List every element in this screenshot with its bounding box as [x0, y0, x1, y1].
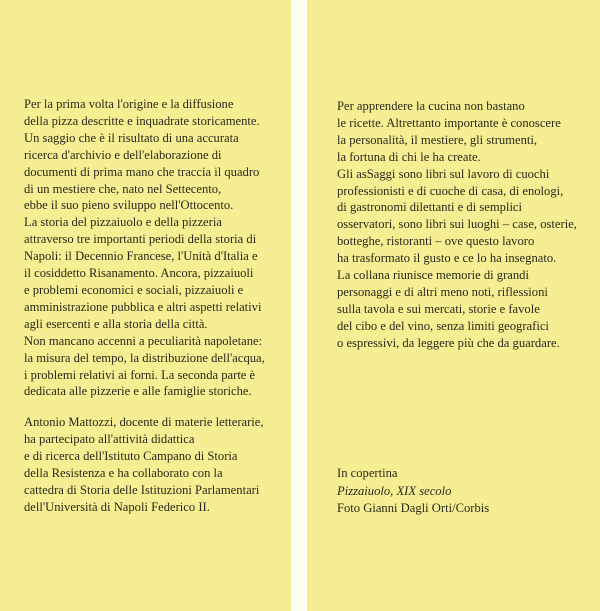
text-line: Non mancano accenni a peculiarità napoletane:	[24, 333, 263, 348]
text-line: ha partecipato all'attività didattica	[24, 432, 195, 447]
text-line: i problemi relativi ai forni. La seconda parte è	[24, 367, 256, 382]
text-line: le ricette. Altrettanto importante è conoscere	[337, 115, 561, 130]
text-line: del cibo e del vino, senza limiti geografici	[337, 318, 549, 333]
text-line: Napoli: il Decennio Francese, l'Unità d'Italia e	[24, 249, 258, 264]
left-flap-text	[24, 96, 286, 516]
text-line: della Resistenza e ha collaborato con la	[24, 466, 223, 481]
text-line: amministrazione pubblica e altri aspetti relativi	[24, 299, 262, 314]
text-line: La storia del pizzaiuolo e della pizzeria	[24, 215, 222, 230]
text-line: la misura del tempo, la distribuzione dell'acqua,	[24, 350, 265, 365]
text-line: la fortuna di chi le ha create.	[337, 149, 481, 164]
text-line: della pizza descritte e inquadrate storicamente.	[24, 113, 260, 128]
text-line: la personalità, il mestiere, gli strumenti,	[337, 132, 538, 147]
text-line: Un saggio che è il risultato di una accurata	[24, 130, 239, 145]
text-line: di un mestiere che, nato nel Settecento,	[24, 181, 222, 196]
paragraph-gap	[24, 400, 286, 414]
text-line: Antonio Mattozzi, docente di materie letterarie,	[24, 415, 264, 430]
text-line: dedicata alle pizzerie e alle famiglie storiche.	[24, 384, 252, 399]
series-description	[337, 98, 595, 352]
text-line: e problemi economici e sociali, pizzaiuoli e	[24, 282, 244, 297]
text-line: Gli asSaggi sono libri sul lavoro di cuochi	[337, 166, 550, 181]
text-line: attraverso tre importanti periodi della storia di	[24, 232, 257, 247]
text-line: Per apprendere la cucina non bastano	[337, 99, 525, 113]
text-line: professionisti e di cuoche di casa, di enologi,	[337, 183, 564, 198]
fold-gutter	[291, 0, 307, 611]
text-line: ebbe il suo pieno sviluppo nell'Ottocento.	[24, 198, 234, 213]
text-line: o espressivi, da leggere più che da guardare.	[337, 335, 560, 350]
text-line: Per la prima volta l'origine e la diffusione	[24, 97, 234, 111]
book-description	[24, 96, 286, 400]
text-line: personaggi e di altri meno noti, riflessioni	[337, 284, 548, 299]
text-line: agli esercenti e alla storia della città.	[24, 316, 208, 331]
text-line: ha trasformato il gusto e ce lo ha insegnato.	[337, 251, 557, 266]
text-line: dell'Università di Napoli Federico II.	[24, 499, 210, 514]
text-line: e di ricerca dell'Istituto Campano di Storia	[24, 449, 238, 464]
author-bio	[24, 414, 286, 515]
text-line: sulla tavola e sui mercati, storie e favole	[337, 301, 540, 316]
cover-credits	[337, 465, 489, 518]
text-line: ricerca d'archivio e dell'elaborazione di	[24, 147, 222, 162]
cover-artwork-title: Pizzaiuolo, XIX secolo	[337, 483, 452, 498]
text-line: cattedra di Storia delle Istituzioni Parlamentari	[24, 482, 260, 497]
text-line: di gastronomi dilettanti e di semplici	[337, 200, 523, 215]
photo-credit: Foto Gianni Dagli Orti/Corbis	[337, 501, 490, 515]
text-line: il cosiddetto Risanamento. Ancora, pizzaiuoli	[24, 266, 254, 281]
cover-label: In copertina	[337, 466, 398, 480]
text-line: documenti di prima mano che traccia il quadro	[24, 164, 260, 179]
text-line: osservatori, sono libri sui luoghi – case, osterie,	[337, 217, 577, 232]
text-line: botteghe, ristoranti – ove questo lavoro	[337, 234, 535, 249]
text-line: La collana riunisce memorie di grandi	[337, 268, 529, 283]
